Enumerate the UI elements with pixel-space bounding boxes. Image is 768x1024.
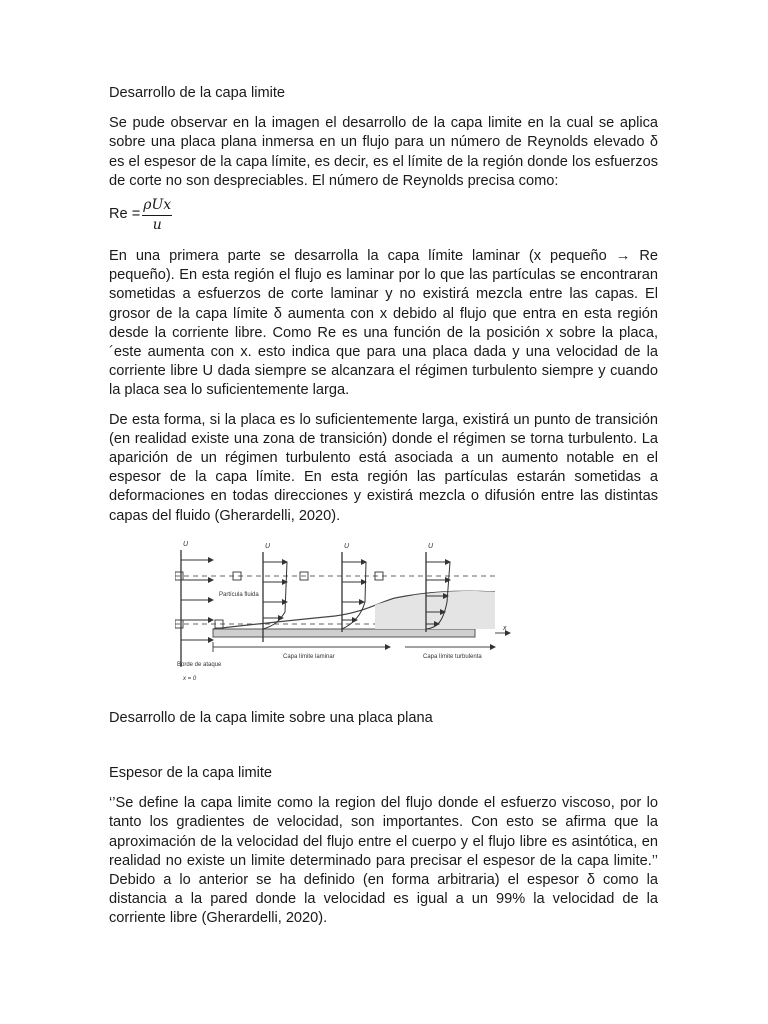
velocity-profile-1 [181,550,213,667]
boundary-layer-figure [175,532,515,697]
paragraph-definition: ‘’Se define la capa limite como la region del flujo donde el esfuerzo viscoso, por lo tanto los gradientes de velocidad, son importantes. Con esto se afirma que la aproximación de la velocidad del flujo entre el cuerpo y el flujo libre es asintótica, en realidad no existe un limite determinado para precisar el espesor de la capa limite.’’ Debido a lo anterior se ha definido (en forma arbitraria) el espesor δ como la distancia a la pared donde la velocidad es igual a un 99% la velocidad de la corriente libre (Gherardelli, 2020). [109,795,658,927]
formula-numerator: ρUx [142,197,172,216]
section-heading: Espesor de la capa limite [109,765,273,781]
reynolds-formula [109,193,658,237]
section-desarrollo [109,84,658,526]
label-u4: U [428,543,434,550]
formula-denominator: u [152,216,162,233]
figure-caption: Desarrollo de la capa limite sobre una placa plana [109,710,433,726]
boundary-layer-diagram [175,532,515,697]
label-u1: U [183,541,189,548]
section-espesor [109,764,658,929]
velocity-profile-3 [342,552,366,632]
paragraph-laminar: En una primera parte se desarrolla la capa límite laminar (x pequeño → Re pequeño). En esta región el flujo es laminar por lo que las partículas se encontraran sometidas a esfuerzos de corte laminar y no existirá mezcla entre las capas. El grosor de la capa límite δ aumenta con x debido al flujo que entra en esta región desde la corriente libre. Como Re es una función de la posición x sobre la placa, ´este aumenta con x. esto indica que para una placa dada y una velocidad de la corriente libre U dada siempre se alcanzara el régimen turbulento siempre y cuando la placa sea lo suficientemente larga. [109,248,658,399]
formula-fraction [142,197,172,234]
label-laminar: Capa límite laminar [283,654,335,660]
label-x0: x = 0 [183,676,197,682]
section-heading: Desarrollo de la capa limite [109,85,286,101]
turbulent-region [375,591,495,629]
paragraph-turbulent: De esta forma, si la placa es lo suficientemente larga, existirá un punto de transición (en realidad existe una zona de transición) donde el régimen se torna turbulento. La aparición de un régimen turbulento está asociada a un aumento notable en el espesor de la capa límite. En esta región las partículas estarán sometidas a deformaciones en todas direcciones y existirá mezcla o difusión entre las distintas capas del fluido (Gherardelli, 2020). [109,411,658,524]
label-turbulent: Capa límite turbulenta [423,654,482,660]
label-u3: U [344,543,350,550]
formula-lhs: Re = [109,206,141,223]
flat-plate [213,629,475,637]
label-particle: Partícula fluida [219,592,259,598]
label-u2: U [265,543,271,550]
paragraph-intro: Se pude observar en la imagen el desarrollo de la capa limite en la cual se aplica sobre una placa plana inmersa en un flujo para un número de Reynolds elevado δ es el espesor de la capa límite, es decir, es el límite de la región donde los esfuerzos de corte no son despreciables. El número de Reynolds precisa como: [109,115,658,189]
label-leading-edge: Borde de ataque [177,662,222,668]
label-x-axis: x [503,625,507,632]
